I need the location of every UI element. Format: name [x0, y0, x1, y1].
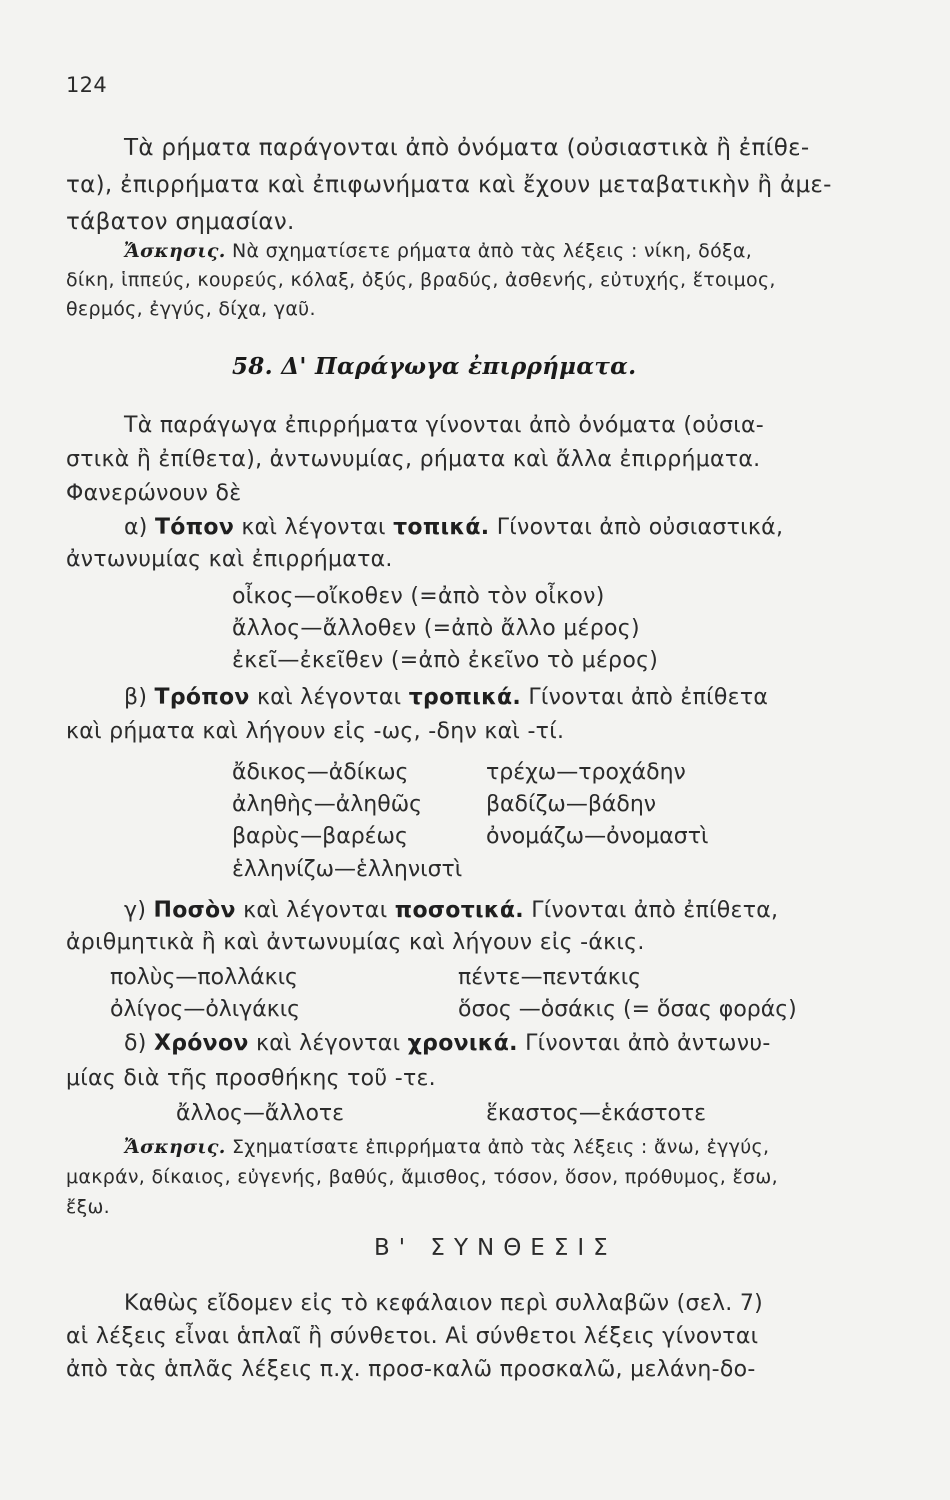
- item-b-left-1: ἄδικος—ἀδίκως: [232, 760, 409, 785]
- page-number: 124: [66, 73, 107, 97]
- exercise-1-line-2: δίκη, ἱππεύς, κουρεύς, κόλαξ, ὀξύς, βραδύς, ἀσθενής, εὐτυχής, ἕτοιμος,: [66, 269, 776, 291]
- synthesis-heading: Β' ΣΥΝΘΕΣΙΣ: [374, 1235, 617, 1261]
- item-d-left-1: ἄλλος—ἄλλοτε: [176, 1101, 345, 1126]
- exercise-2-line-3: ἔξω.: [66, 1196, 111, 1218]
- item-c-line-1: γ) Ποσὸν καὶ λέγονται ποσοτικά. Γίνονται ἀπὸ ἐπίθετα,: [124, 898, 779, 923]
- section-heading: [232, 352, 636, 382]
- item-c-left-2: ὀλίγος—ὀλιγάκις: [110, 997, 301, 1022]
- exercise-2-line-1: Ἄσκησις. Σχηματίσατε ἐπιρρήματα ἀπὸ τὰς λέξεις : ἄνω, ἐγγύς,: [124, 1136, 770, 1158]
- exercise-2-label: Ἄσκησις.: [124, 1136, 226, 1158]
- item-c-left-1: πολὺς—πολλάκις: [110, 965, 298, 990]
- item-b-left-4: ἑλληνίζω—ἑλληνιστὶ: [232, 857, 463, 882]
- item-b-term: Τρόπον: [154, 685, 250, 710]
- item-a-line-1: α) Τόπον καὶ λέγονται τοπικά. Γίνονται ἀπὸ οὐσιαστικά,: [124, 515, 784, 540]
- item-b-line-2: καὶ ρήματα καὶ λήγουν εἰς -ως, -δην καὶ -τί.: [66, 719, 565, 744]
- item-b-right-2: βαδίζω—βάδην: [486, 792, 657, 817]
- item-a-example-1: οἶκος—οἴκοθεν (=ἀπὸ τὸν οἶκον): [232, 584, 605, 609]
- item-b-kind: τροπικά.: [408, 685, 522, 710]
- item-c-term: Ποσὸν: [153, 898, 236, 923]
- item-a-kind: τοπικά.: [393, 515, 490, 540]
- item-d-right-1: ἕκαστος—ἑκάστοτε: [486, 1101, 707, 1126]
- item-a-example-3: ἐκεῖ—ἐκεῖθεν (=ἀπὸ ἐκεῖνο τὸ μέρος): [232, 648, 659, 673]
- item-a-example-2: ἄλλος—ἄλλοθεν (=ἀπὸ ἄλλο μέρος): [232, 616, 640, 641]
- item-d-line-1: δ) Χρόνον καὶ λέγονται χρονικά. Γίνονται ἀπὸ ἀντωνυ-: [124, 1031, 771, 1056]
- item-b-left-2: ἀληθὴς—ἀληθῶς: [232, 792, 423, 817]
- item-b-line-1: β) Τρόπον καὶ λέγονται τροπικά. Γίνονται ἀπὸ ἐπίθετα: [124, 685, 769, 710]
- exercise-1-line-3: θερμός, ἐγγύς, δίχα, γαῦ.: [66, 298, 316, 320]
- item-b-right-3: ὀνομάζω—ὀνομαστὶ: [486, 824, 709, 849]
- para-2-line-2: αἱ λέξεις εἶναι ἁπλαῖ ἢ σύνθετοι. Αἱ σύνθετοι λέξεις γίνονται: [66, 1324, 759, 1349]
- item-b-left-3: βαρὺς—βαρέως: [232, 824, 408, 849]
- exercise-1-line-1: Ἄσκησις. Νὰ σχηματίσετε ρήματα ἀπὸ τὰς λέξεις : νίκη, δόξα,: [124, 240, 753, 262]
- section-number: 58.: [232, 353, 273, 380]
- item-c-right-1: πέντε—πεντάκις: [458, 965, 642, 990]
- item-c-kind: ποσοτικά.: [394, 898, 524, 923]
- item-d-line-2: μίας διὰ τῆς προσθήκης τοῦ -τε.: [66, 1066, 436, 1091]
- intro-line-3: τάβατον σημασίαν.: [66, 209, 295, 235]
- item-c-right-2: ὅσος —ὁσάκις (= ὅσας φοράς): [458, 997, 797, 1022]
- item-a-line-2: ἀντωνυμίας καὶ ἐπιρρήματα.: [66, 547, 393, 572]
- section-title: Δ' Παράγωγα ἐπιρρήματα.: [281, 353, 637, 380]
- para-1-line-3: Φανερώνουν δὲ: [66, 481, 242, 506]
- item-b-right-1: τρέχω—τροχάδην: [486, 760, 686, 785]
- para-2-line-3: ἀπὸ τὰς ἁπλᾶς λέξεις π.χ. προσ-καλῶ προσκαλῶ, μελάνη-δο-: [66, 1357, 756, 1382]
- intro-line-1: Τὰ ρήματα παράγονται ἀπὸ ὀνόματα (οὐσιαστικὰ ἢ ἐπίθε-: [124, 135, 810, 161]
- para-1-line-1: Τὰ παράγωγα ἐπιρρήματα γίνονται ἀπὸ ὀνόματα (οὐσια-: [124, 413, 765, 438]
- item-a-term: Τόπον: [154, 515, 235, 540]
- para-2-line-1: Καθὼς εἴδομεν εἰς τὸ κεφάλαιον περὶ συλλαβῶν (σελ. 7): [124, 1291, 764, 1316]
- exercise-2-line-2: μακράν, δίκαιος, εὐγενής, βαθύς, ἄμισθος, τόσον, ὅσον, πρόθυμος, ἔσω,: [66, 1166, 778, 1188]
- item-d-kind: χρονικά.: [407, 1031, 518, 1056]
- intro-line-2: τα), ἐπιρρήματα καὶ ἐπιφωνήματα καὶ ἔχουν μεταβατικὴν ἢ ἀμε-: [66, 172, 832, 198]
- item-c-line-2: ἀριθμητικὰ ἢ καὶ ἀντωνυμίας καὶ λήγουν εἰς -άκις.: [66, 930, 645, 955]
- para-1-line-2: στικὰ ἢ ἐπίθετα), ἀντωνυμίας, ρήματα καὶ ἄλλα ἐπιρρήματα.: [66, 447, 761, 472]
- item-d-term: Χρόνον: [153, 1031, 249, 1056]
- exercise-1-label: Ἄσκησις.: [124, 240, 226, 262]
